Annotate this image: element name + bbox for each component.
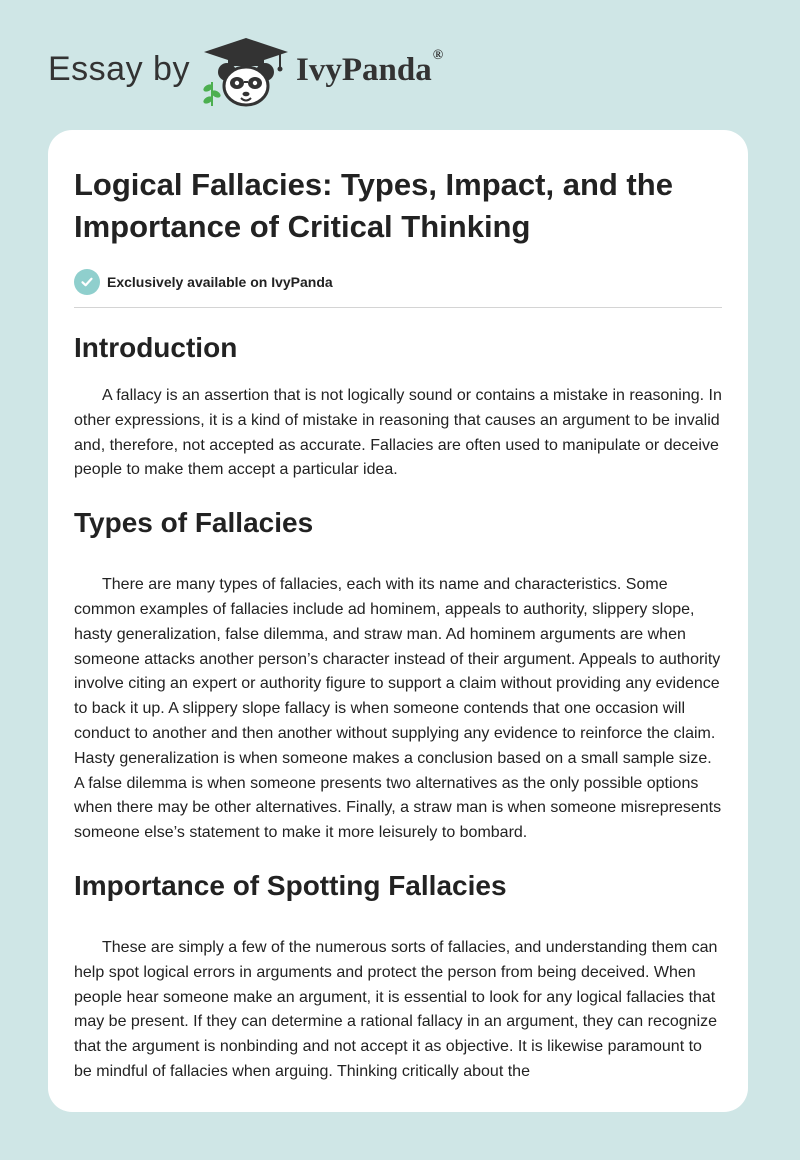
essay-card [48, 130, 748, 1112]
panda-graduate-logo-icon[interactable] [200, 36, 292, 110]
exclusive-badge-text: Exclusively available on IvyPanda [107, 274, 333, 290]
section-heading-importance: Importance of Spotting Fallacies [74, 869, 507, 901]
essay-title: Logical Fallacies: Types, Impact, and the Importance of Critical Thinking [74, 167, 673, 244]
check-icon [74, 269, 100, 295]
section-body-introduction: A fallacy is an assertion that is not logically sound or contains a mistake in reasoning. In other expressions, it is a kind of mistake in reasoning that causes an argument to be invalid and, therefore, not accepted as accurate. Fallacies are often used to manipulate or deceive people to make them accept a particular idea. [74, 387, 722, 479]
brand-name-text: IvyPanda [296, 52, 432, 88]
section-heading-types: Types of Fallacies [74, 507, 314, 539]
section-body-types: There are many types of fallacies, each with its name and characteristics. Some common examples of fallacies include ad hominem, appeals to authority, slippery slope, hasty generalization, false dilemma, and straw man. Ad hominem arguments are when someone attacks another person’s character instead of their argument. Appeals to authority involve citing an expert or authority figure to support a claim without providing any evidence to back it up. A slippery slope fallacy is when someone contends that one occasion will conduct to another and then another without supplying any evidence to reinforce the claim. Hasty generalization is when someone makes a conclusion based on a small sample size. A false dilemma is when someone presents two alternatives as the only possible options when there may be other alternatives. Finally, a straw man is when someone misrepresents someone else’s statement to make it more leisurely to bombard. [74, 576, 722, 842]
section-body-importance: These are simply a few of the numerous sorts of fallacies, and understanding them can help spot logical errors in arguments and protect the person from being deceived. When people hear someone make an argument, it is essential to look for any logical fallacies that may be present. If they can determine a rational fallacy in an argument, they can recognize that the argument is nonbinding and not accept it as objective. It is likewise paramount to be mindful of fallacies when arguing. Thinking critically about the [74, 938, 718, 1080]
exclusive-badge [74, 268, 722, 296]
essay-by-label: Essay by [48, 50, 190, 88]
title-divider [74, 307, 722, 308]
registered-mark: ® [432, 48, 444, 63]
site-header [0, 0, 800, 130]
section-heading-introduction: Introduction [74, 332, 238, 363]
brand-name[interactable] [296, 48, 444, 89]
